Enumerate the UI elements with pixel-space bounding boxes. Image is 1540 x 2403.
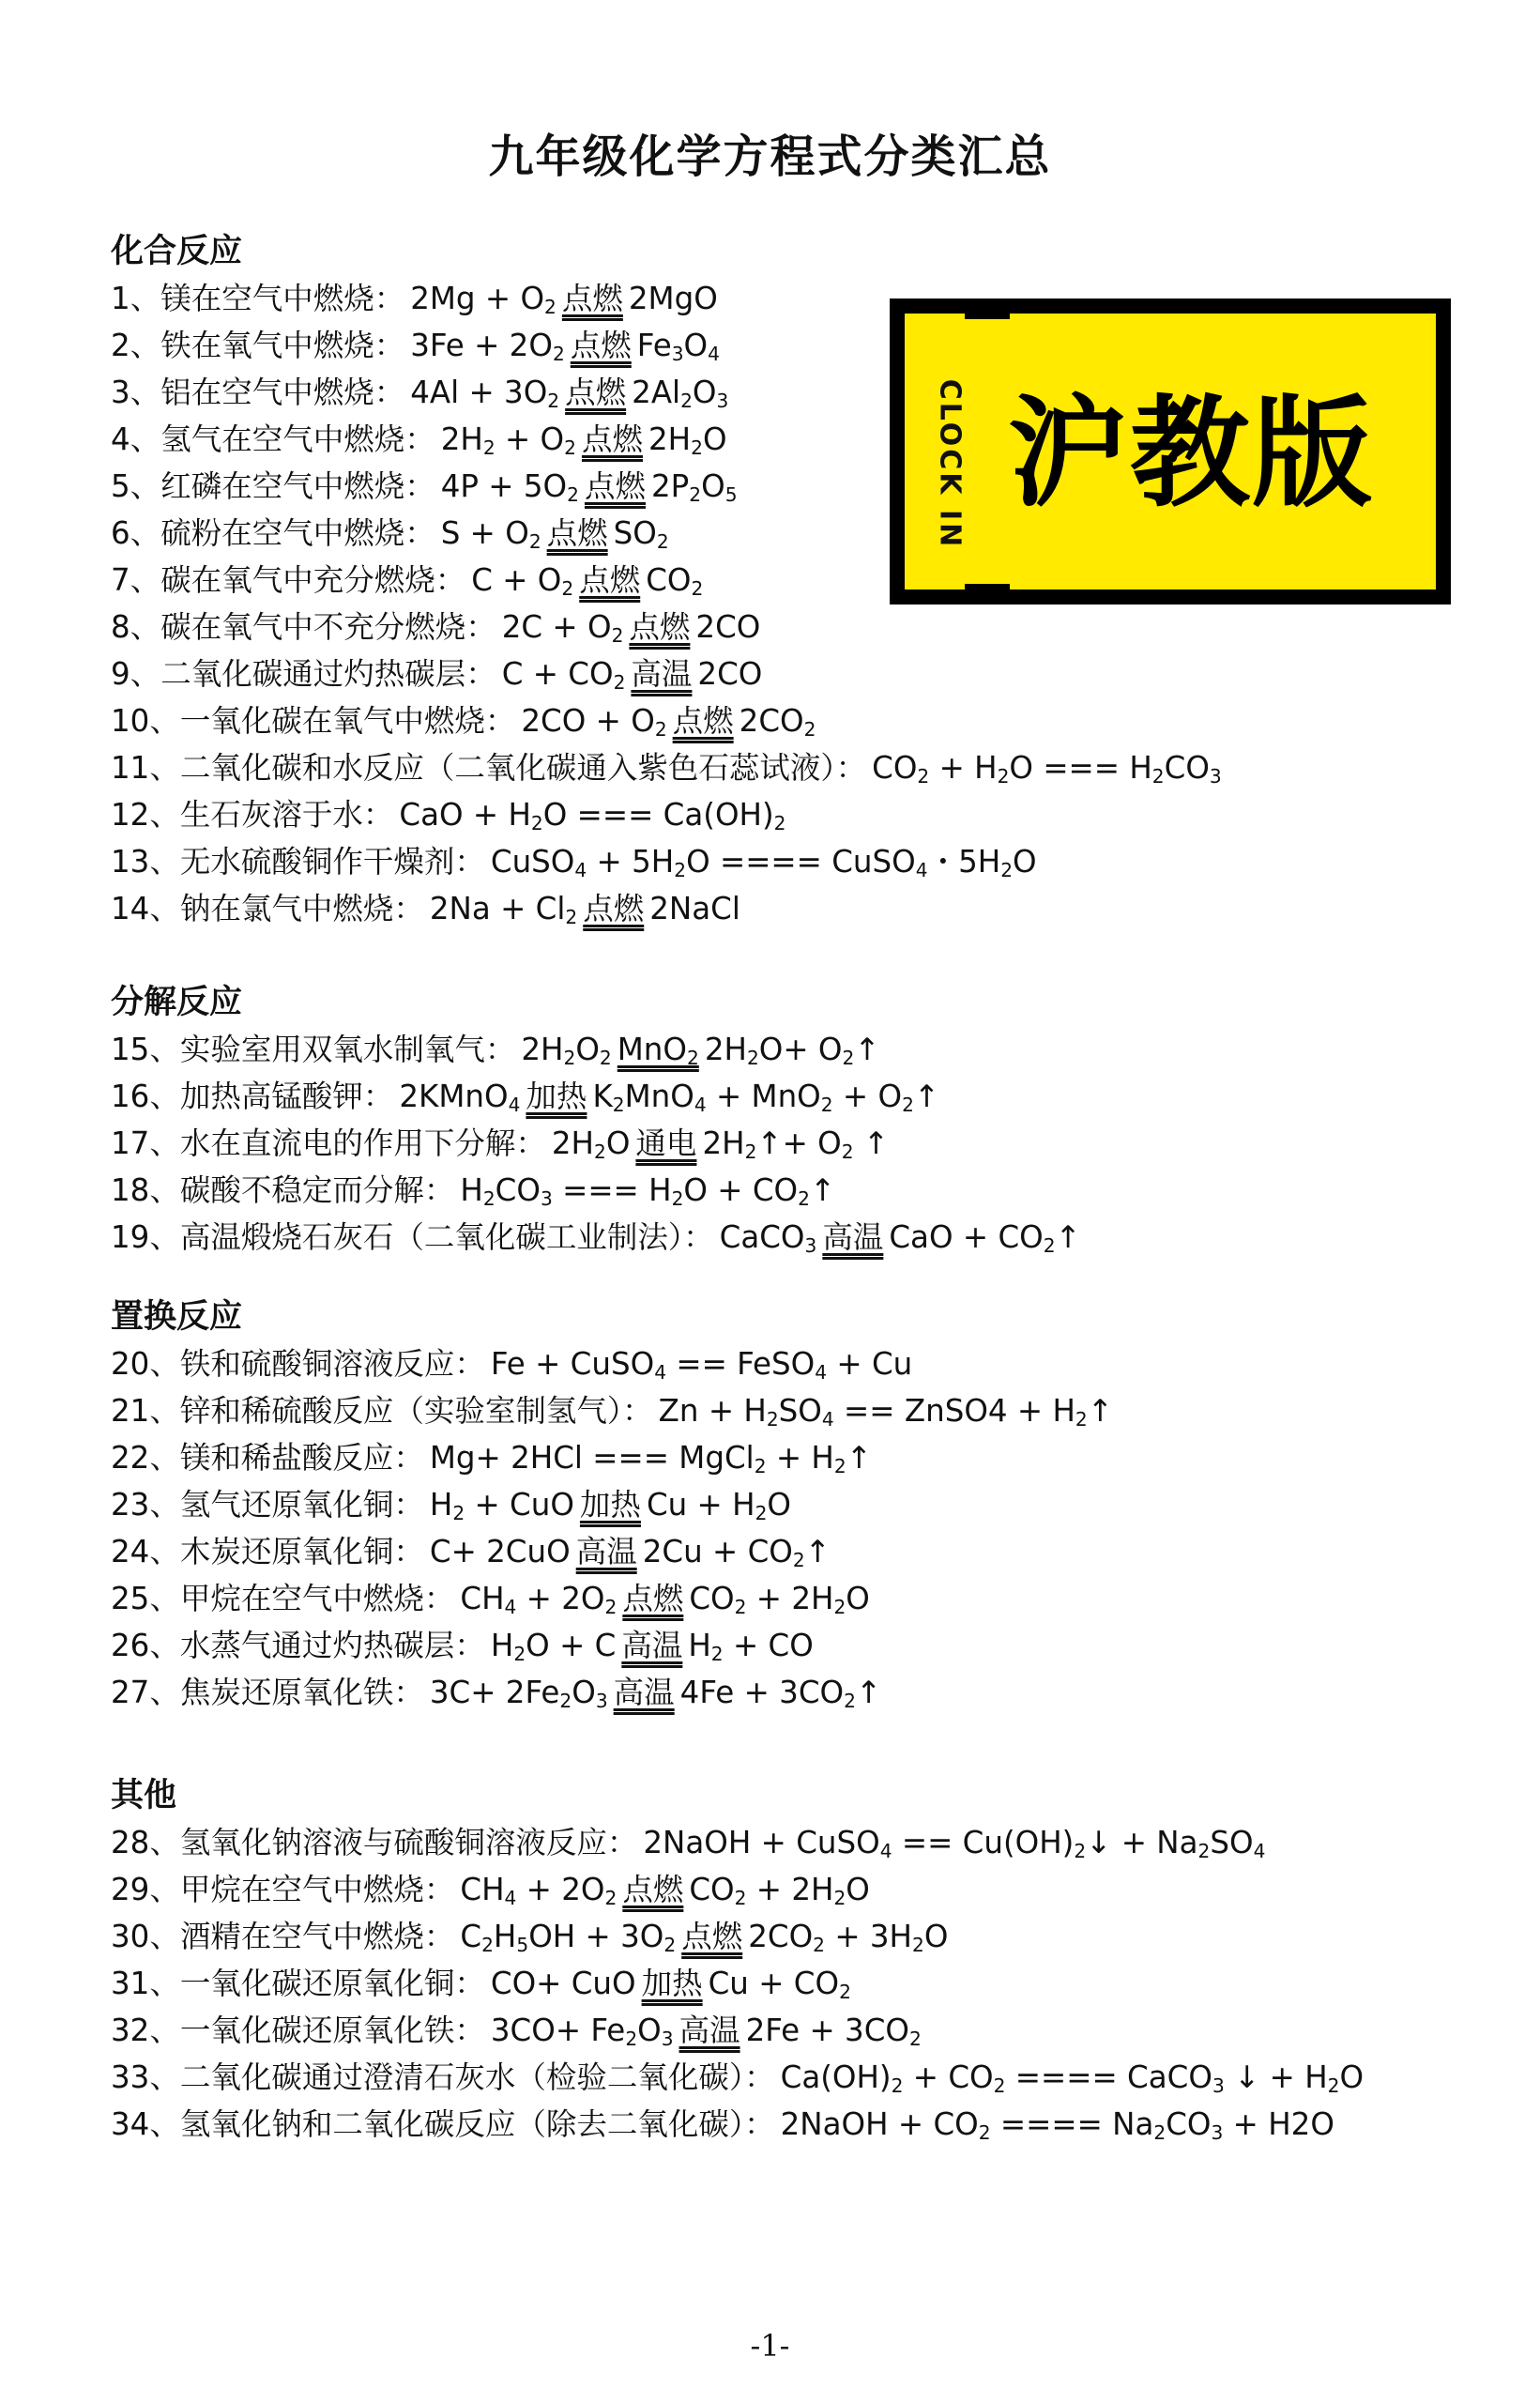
equation-products: CaO + $CO_2↑$: [889, 1219, 1081, 1258]
equation-products: 2CO: [697, 656, 763, 692]
equation-number: 14、: [111, 891, 180, 926]
equation-description: 氢气在空气中燃烧：: [160, 421, 435, 457]
equation-number: 32、: [111, 2013, 180, 2048]
equation-reactants: Mg+ 2HCl === MgCl$_2$ + $H_2↑$: [429, 1440, 872, 1478]
page-number: -1-: [750, 2328, 790, 2364]
equation-number: 6、: [111, 515, 161, 551]
clock-in-badge: [890, 298, 1451, 605]
equation-reactants: C+ 2CuO: [429, 1534, 571, 1569]
equation-reactants: 2KMnO$_4$: [399, 1079, 521, 1117]
equation-description: 氢氧化钠溶液与硫酸铜溶液反应：: [179, 1825, 638, 1860]
equation-row: [111, 1669, 881, 1724]
equation-reactants: $2H_2O_2$: [521, 1032, 612, 1070]
equation-products: $CO_2 + 2H_2O$: [689, 1872, 870, 1910]
equation-row: [111, 1214, 1081, 1269]
equation-description: 实验室用双氧水制氧气：: [179, 1032, 516, 1067]
equation-number: 25、: [111, 1581, 180, 1616]
equation-number: 21、: [111, 1393, 180, 1429]
equation-description: 焦炭还原氧化铁：: [179, 1675, 424, 1710]
equation-number: 20、: [111, 1346, 180, 1382]
equation-products: $Fe_3O_4$: [636, 328, 720, 366]
equation-products: $CO_2 + 2H_2O$: [689, 1581, 870, 1619]
equation-number: 29、: [111, 1872, 180, 1907]
equation-description: 一氧化碳还原氧化铜：: [179, 1966, 485, 2001]
equation-products: $H_2$ + CO: [688, 1628, 814, 1666]
equation-number: 24、: [111, 1534, 180, 1569]
reaction-condition: 点燃: [583, 891, 645, 926]
equation-reactants: $3CO+ Fe_2O_3$: [490, 2013, 674, 2051]
equation-reactants: 2NaOH + CuSO$_4$ == $Cu(OH)_2↓ + Na_2SO_4$: [643, 1825, 1266, 1863]
reaction-condition: 点燃: [570, 328, 632, 363]
equation-reactants: $2H_2 + O_2$: [440, 421, 576, 460]
equation-description: 铁和硫酸铜溶液反应：: [179, 1346, 485, 1382]
equation-number: 9、: [111, 656, 161, 692]
equation-products: $2CO_2 + 3H_2O$: [748, 1919, 949, 1957]
equation-description: 水蒸气通过灼热碳层：: [179, 1628, 485, 1663]
equation-products: $2P_2O_5$: [650, 468, 738, 507]
equation-description: 二氧化碳通过澄清石灰水（检验二氧化碳）：: [179, 2059, 775, 2095]
reaction-condition: 加热: [641, 1966, 703, 2001]
equation-reactants: $4Al + 3O_2$: [410, 375, 560, 413]
equation-description: 碳在氧气中充分燃烧：: [160, 562, 466, 598]
reaction-condition: 点燃: [546, 515, 608, 551]
equation-number: 19、: [111, 1219, 180, 1255]
equation-reactants: $H_2O + C$: [490, 1628, 617, 1666]
equation-description: 镁在空气中燃烧：: [160, 281, 405, 316]
equation-products: $2Cu + CO_2↑$: [642, 1534, 831, 1572]
equation-number: 1、: [111, 281, 161, 316]
equation-reactants: 2NaOH + $CO_2$ ==== $Na_2CO_3 + H2O$: [780, 2106, 1334, 2145]
equation-products: $2CO_2$: [739, 703, 816, 742]
equation-products: $Cu + H_2O$: [646, 1487, 791, 1525]
equation-description: 钠在氯气中燃烧：: [179, 891, 424, 926]
equation-description: 碳在氧气中不充分燃烧：: [160, 609, 496, 645]
equation-description: 氢气还原氧化铜：: [179, 1487, 424, 1523]
equation-number: 31、: [111, 1966, 180, 2001]
equation-description: 红磷在空气中燃烧：: [160, 468, 435, 504]
equation-description: 锌和稀硫酸反应（实验室制氢气）：: [179, 1393, 653, 1429]
equation-description: 铝在空气中燃烧：: [160, 375, 405, 410]
equation-description: 一氧化碳还原氧化铁：: [179, 2013, 485, 2048]
equation-reactants: $CH_4 + 2O_2$: [460, 1872, 618, 1910]
equation-reactants: $2C + O_2$: [501, 609, 624, 648]
equation-reactants: $C + O_2$: [471, 562, 574, 601]
equation-number: 22、: [111, 1440, 180, 1476]
equation-number: 15、: [111, 1032, 180, 1067]
equation-number: 27、: [111, 1675, 180, 1710]
section-heading: 置换反应: [111, 1298, 243, 1336]
equation-number: 23、: [111, 1487, 180, 1523]
reaction-condition: 加热: [579, 1487, 641, 1523]
reaction-condition: 高温: [631, 656, 693, 692]
reaction-condition: 点燃: [681, 1919, 743, 1954]
equation-row: [111, 2101, 1334, 2156]
equation-products: $Cu + CO_2$: [708, 1966, 851, 2004]
badge-main-text: 沪教版: [1008, 384, 1375, 524]
badge-notch-bottom: [965, 584, 1010, 605]
equation-reactants: $2CO + O_2$: [521, 703, 667, 742]
badge-panel: [905, 314, 1436, 589]
equation-reactants: CaO + $H_2O$ === $Ca(OH)_2$: [399, 797, 786, 835]
section-heading: 分解反应: [111, 984, 243, 1021]
equation-description: 加热高锰酸钾：: [179, 1079, 394, 1114]
equation-number: 8、: [111, 609, 161, 645]
equation-reactants: CaCO$_3$: [719, 1219, 817, 1258]
equation-reactants: CO+ CuO: [490, 1966, 636, 2001]
equation-number: 13、: [111, 844, 180, 880]
reaction-condition: 点燃: [629, 609, 691, 645]
reaction-condition: 点燃: [672, 703, 734, 739]
badge-notch-top: [965, 298, 1010, 319]
equation-reactants: $Zn + H_2SO_4$ == ZnSO4 + $H_2↑$: [658, 1393, 1113, 1431]
equation-description: 硫粉在空气中燃烧：: [160, 515, 435, 551]
reaction-condition: 通电: [635, 1125, 697, 1161]
equation-reactants: $3C+ 2Fe_2O_3$: [429, 1675, 608, 1713]
reaction-condition: MnO$_2$: [617, 1032, 699, 1070]
equation-number: 10、: [111, 703, 180, 739]
equation-number: 4、: [111, 421, 161, 457]
equation-description: 镁和稀盐酸反应：: [179, 1440, 424, 1476]
equation-products: $2Fe + 3CO_2$: [745, 2013, 922, 2051]
reaction-condition: 加热: [526, 1079, 587, 1114]
equation-description: 木炭还原氧化铜：: [179, 1534, 424, 1569]
reaction-condition: 高温: [575, 1534, 637, 1569]
reaction-condition: 点燃: [581, 421, 643, 457]
equation-number: 17、: [111, 1125, 180, 1161]
equation-description: 氢氧化钠和二氧化碳反应（除去二氧化碳）：: [179, 2106, 775, 2142]
reaction-condition: 高温: [822, 1219, 884, 1255]
equation-products: $K_2MnO_4 + MnO_2$ + $O_2↑$: [592, 1079, 940, 1117]
equation-description: 高温煅烧石灰石（二氧化碳工业制法）：: [179, 1219, 714, 1255]
equation-number: 16、: [111, 1079, 180, 1114]
equation-reactants: $CH_4 + 2O_2$: [460, 1581, 618, 1619]
equation-number: 33、: [111, 2059, 180, 2095]
reaction-condition: 高温: [679, 2013, 740, 2048]
equation-reactants: $2Na + Cl_2$: [429, 891, 578, 929]
section-heading: 化合反应: [111, 233, 243, 270]
equation-number: 28、: [111, 1825, 180, 1860]
reaction-condition: 点燃: [565, 375, 627, 410]
equation-description: 生石灰溶于水：: [179, 797, 394, 833]
equation-description: 甲烷在空气中燃烧：: [179, 1581, 455, 1616]
equation-reactants: $2Mg + O_2$: [410, 281, 557, 319]
equation-description: 铁在氧气中燃烧：: [160, 328, 405, 363]
equation-number: 5、: [111, 468, 161, 504]
equation-reactants: $C + CO_2$: [501, 656, 626, 695]
equation-number: 11、: [111, 750, 180, 786]
reaction-condition: 点燃: [622, 1581, 684, 1616]
equation-description: 水在直流电的作用下分解：: [179, 1125, 546, 1161]
equation-reactants: $3Fe + 2O_2$: [410, 328, 565, 366]
equation-products: $SO_2$: [613, 515, 669, 554]
equation-products: $2H_2O+$ $O_2↑$: [704, 1032, 880, 1070]
equation-row: [111, 885, 740, 941]
equation-reactants: $Ca(OH)_2 + CO_2$ ==== CaCO$_3$ ↓ + $H_2O$: [780, 2059, 1365, 2098]
equation-number: 3、: [111, 375, 161, 410]
equation-reactants: $2H_2O$: [551, 1125, 631, 1164]
equation-number: 2、: [111, 328, 161, 363]
equation-number: 26、: [111, 1628, 180, 1663]
badge-vertical-text: CLOCK IN: [933, 378, 967, 549]
equation-reactants: $CO_2 + H_2O$ === $H_2CO_3$: [872, 750, 1222, 788]
equation-number: 7、: [111, 562, 161, 598]
equation-description: 二氧化碳通过灼热碳层：: [160, 656, 496, 692]
equation-products: $2Al_2O_3$: [632, 375, 729, 413]
equation-description: 酒精在空气中燃烧：: [179, 1919, 455, 1954]
equation-description: 甲烷在空气中燃烧：: [179, 1872, 455, 1907]
reaction-condition: 高温: [621, 1628, 683, 1663]
equation-reactants: $C_2H_5OH + 3O_2$: [460, 1919, 677, 1957]
equation-reactants: $H_2CO_3$ === $H_2O$ + $CO_2↑$: [460, 1172, 836, 1211]
equation-number: 34、: [111, 2106, 180, 2142]
badge-vertical-label: [922, 370, 978, 558]
section-heading: 其他: [111, 1777, 177, 1814]
equation-products: $2H_2O$: [648, 421, 727, 460]
equation-reactants: $4P + 5O_2$: [440, 468, 579, 507]
equation-description: 一氧化碳在氧气中燃烧：: [179, 703, 516, 739]
equation-reactants: $S + O_2$: [440, 515, 541, 554]
page-title: 九年级化学方程式分类汇总: [488, 130, 1052, 183]
equation-products: $4Fe + 3CO_2↑$: [679, 1675, 882, 1713]
equation-reactants: $H_2$ + CuO: [429, 1487, 574, 1525]
equation-products: 2CO: [695, 609, 761, 645]
equation-number: 30、: [111, 1919, 180, 1954]
equation-description: 二氧化碳和水反应（二氧化碳通入紫色石蕊试液）：: [179, 750, 867, 786]
reaction-condition: 点燃: [561, 281, 623, 316]
equation-reactants: Fe + CuSO$_4$ == FeSO$_4$ + Cu: [490, 1346, 913, 1385]
reaction-condition: 点燃: [579, 562, 641, 598]
equation-products: 2NaCl: [649, 891, 740, 926]
equation-reactants: CuSO$_4$ + $5H_2O$ ==== CuSO$_4$・$5H_2O$: [490, 844, 1037, 882]
reaction-condition: 点燃: [622, 1872, 684, 1907]
equation-products: $2H_2↑+ O_2$ ↑: [702, 1125, 890, 1164]
equation-number: 12、: [111, 797, 180, 833]
equation-description: 碳酸不稳定而分解：: [179, 1172, 455, 1208]
equation-description: 无水硫酸铜作干燥剂：: [179, 844, 485, 880]
equation-products: $CO_2$: [646, 562, 704, 601]
equation-number: 18、: [111, 1172, 180, 1208]
reaction-condition: 高温: [613, 1675, 675, 1710]
equation-products: 2MgO: [628, 281, 718, 316]
reaction-condition: 点燃: [584, 468, 646, 504]
